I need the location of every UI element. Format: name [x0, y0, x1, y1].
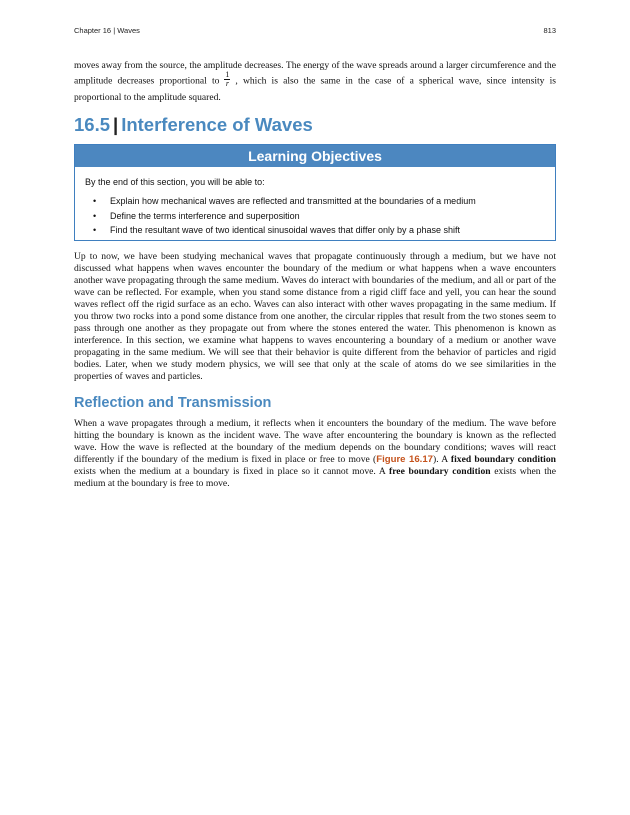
objective-item — [93, 209, 545, 224]
bullet-icon: • — [93, 225, 97, 235]
objective-item — [93, 223, 545, 238]
bullet-icon: • — [93, 196, 97, 206]
learning-objectives-box — [74, 144, 556, 241]
objectives-list — [85, 194, 545, 238]
objectives-intro: By the end of this section, you will be able to: — [85, 177, 265, 187]
page-content — [74, 58, 556, 490]
fraction-numerator: 1 — [225, 70, 230, 79]
intro-text-1: moves away from the source, the amplitude decreases. The energy of the wave spreads around a larger circumference and the amplitude decreases proportional to — [74, 60, 556, 87]
body-paragraph-2 — [74, 418, 556, 491]
page-number: 813 — [543, 26, 556, 35]
intro-text-2: , which is also the same in the case of a spherical wave, since intensity is proportional to the amplitude squared. — [74, 75, 556, 103]
learning-objectives-heading: Learning Objectives — [75, 145, 555, 167]
objective-text: Find the resultant wave of two identical sinusoidal waves that differ only by a phase shift — [110, 225, 461, 235]
objective-text: Define the terms interference and superposition — [110, 210, 300, 221]
key-term-free-boundary: free boundary condition — [389, 465, 491, 477]
fraction-one-over-r — [224, 71, 230, 88]
fraction-denominator: r — [225, 79, 229, 88]
subsection-heading: Reflection and Transmission — [74, 394, 272, 411]
section-heading — [74, 114, 556, 136]
figure-link[interactable]: Figure 16.17 — [376, 453, 434, 465]
objective-text: Explain how mechanical waves are reflected and transmitted at the boundaries of a medium — [110, 196, 476, 206]
key-term-fixed-boundary: fixed boundary condition — [450, 453, 556, 465]
section-number: 16.5 — [74, 114, 111, 135]
para2-text-4: exists when the medium at the boundary is free to move. — [74, 465, 556, 489]
body-paragraph-1: Up to now, we have been studying mechanical waves that propagate continuously through a medium, but we have not discussed what happens when waves encounter the boundary of the medium or what happens when a wave encounters another wave propagating through the same medium. Waves do interact with boundaries of the medium, and all or part of the wave can be reflected. For example, when you stand some distance from a rigid cliff face and yell, you can hear the sound waves reflect off the rigid surface as an echo. Waves can also interact with other waves propagating in the same medium. If you throw two rocks into a pond some distance from one another, the circular ripples that result from the two stones seem to pass through one another as they propagate out from where the stones entered the water. This phenomenon is known as interference. In this section, we examine what happens to waves encountering a boundary of a medium or another wave propagating in the same medium. We will see that their behavior is quite different from the behavior of particles and rigid bodies. Later, when we study modern physics, we will see that only at the scale of atoms do we see similarities in the properties of waves and particles. — [74, 250, 556, 383]
intro-paragraph — [74, 58, 556, 105]
section-title: Interference of Waves — [121, 114, 313, 135]
objective-item — [93, 194, 545, 209]
para2-text-3: exists when the medium at a boundary is fixed in place so it cannot move. A — [74, 465, 390, 477]
learning-objectives-body — [75, 167, 555, 240]
para2-text-2: ). A — [433, 453, 451, 465]
para2-text-1: When a wave propagates through a medium, it reflects when it encounters the boundary of the medium. The wave before hitting the boundary is known as the incident wave. The wave after encountering the boundary is known as the reflected wave. How the wave is reflected at the boundary of the medium depends on the boundary conditions; waves will react differently if the boundary of the medium is fixed in place or free to move ( — [74, 417, 556, 465]
chapter-label: Chapter 16 | Waves — [74, 26, 140, 35]
section-separator: | — [113, 114, 119, 135]
bullet-icon: • — [93, 210, 97, 221]
running-header — [74, 26, 556, 38]
